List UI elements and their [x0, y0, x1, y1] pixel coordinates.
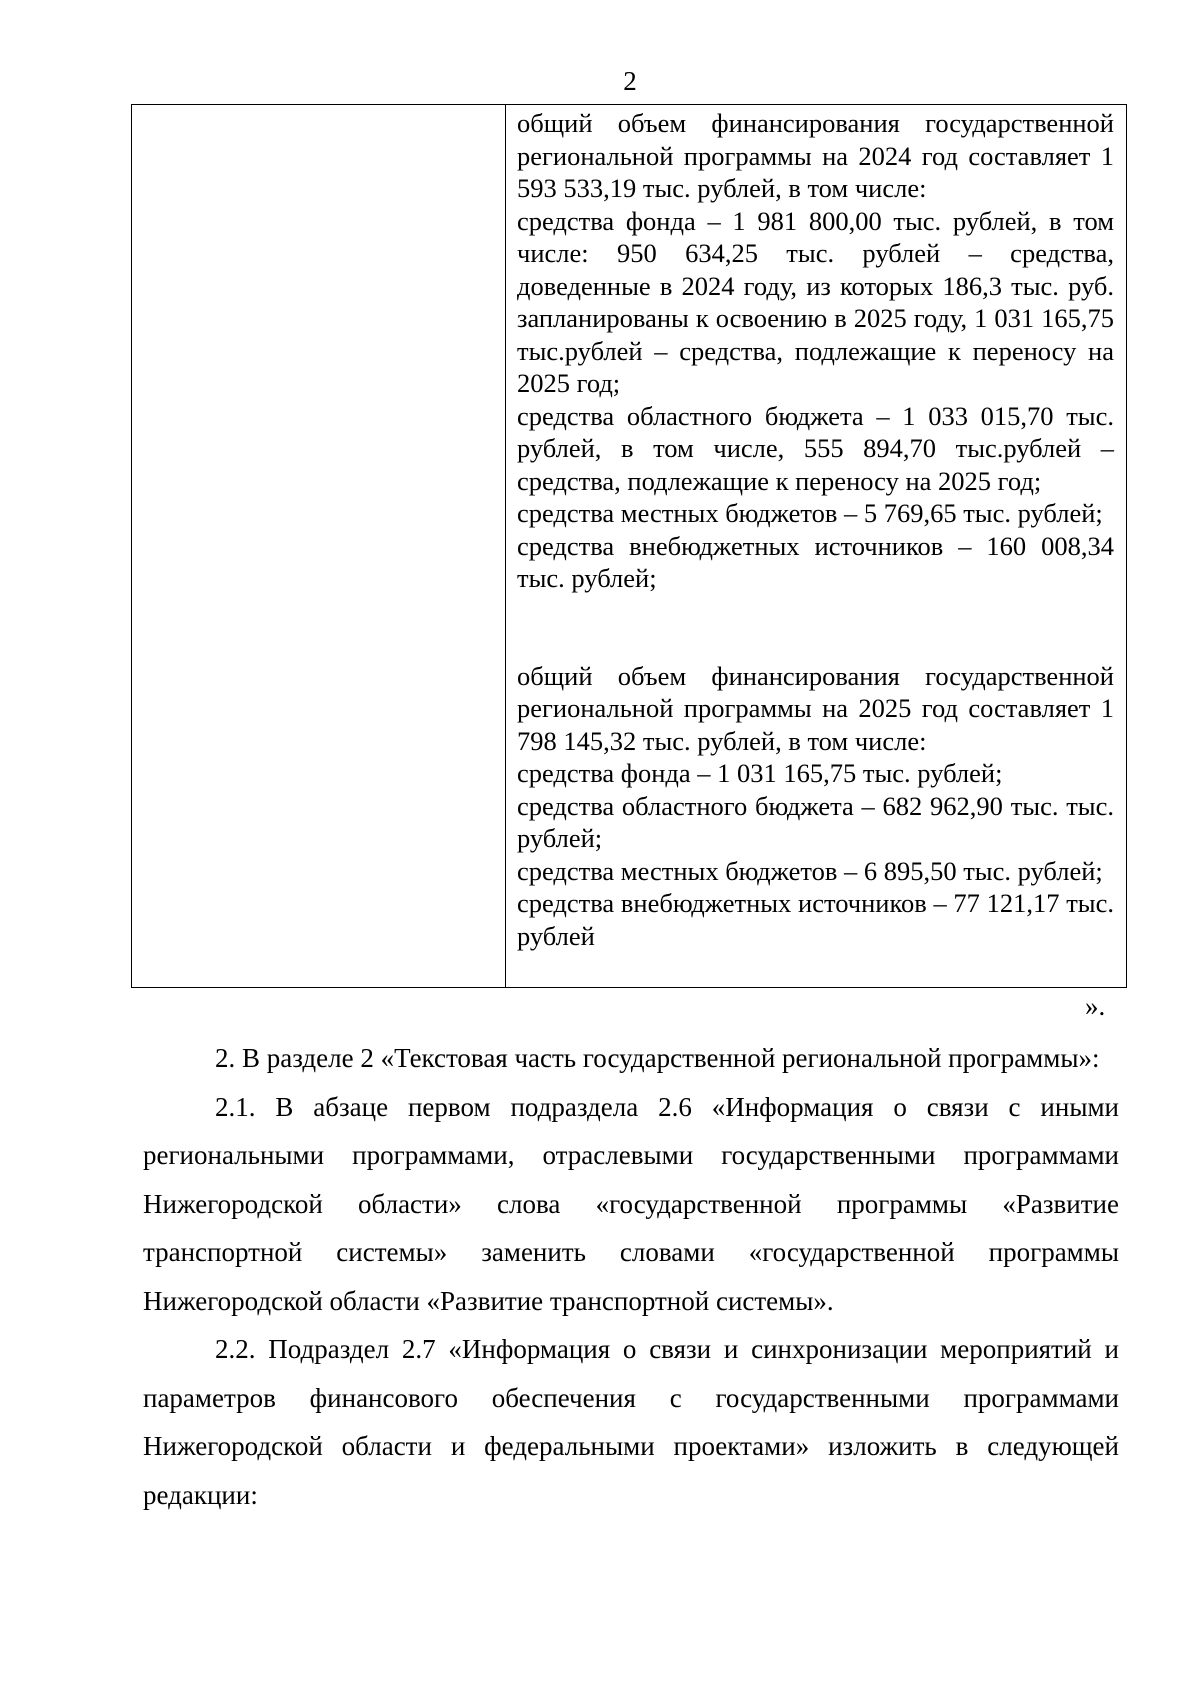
funding-2025-extrabudgetary: средства внебюджетных источников – 77 121,17 тыс. рублей: [517, 888, 1114, 951]
funding-2024-regional-budget: средства областного бюджета – 1 033 015,70 тыс. рублей, в том числе, 555 894,70 тыс.рублей – средства, подлежащие к переносу на 2025 год;: [517, 400, 1114, 496]
funding-table: [131, 104, 1127, 988]
funding-2025-local-budgets: средства местных бюджетов – 6 895,50 тыс. рублей;: [517, 855, 1103, 886]
funding-2024-total: общий объем финансирования государственной региональной программы на 2024 год составляет 1 593 533,19 тыс. рублей, в том числе:: [517, 108, 1114, 203]
paragraph-2-1: 2.1. В абзаце первом подраздела 2.6 «Информация о связи с иными региональными программами, отраслевыми государственными программами Нижегородской области» слова «государственной программы «Развитие транспортной системы» заменить словами «государственной программы Нижегородской области «Развитие транспортной системы».: [143, 1091, 1119, 1316]
funding-2025-fund: средства фонда – 1 031 165,75 тыс. рублей;: [517, 758, 1003, 788]
funding-2024-local-budgets: средства местных бюджетов – 5 769,65 тыс. рублей;: [517, 498, 1103, 528]
document-body: [143, 1034, 1119, 1519]
paragraph-2: 2. В разделе 2 «Текстовая часть государственной региональной программы»:: [215, 1043, 1100, 1073]
page-number: 2: [623, 66, 637, 96]
table-right-cell: [506, 105, 1126, 987]
block-spacer: [517, 595, 1114, 660]
closing-quote: ».: [1085, 991, 1106, 1021]
funding-2024-fund: средства фонда – 1 981 800,00 тыс. рублей, в том числе: 950 634,25 тыс. рублей – средства, доведенные в 2024 году, из которых 186,3 тыс. руб. запланированы к освоению в 2025 году, 1 031 165,75 тыс.рублей – средства, подлежащие к переносу на 2025 год;: [517, 205, 1114, 398]
funding-2024-extrabudgetary: средства внебюджетных источников – 160 008,34 тыс. рублей;: [517, 530, 1114, 593]
paragraph-2-2: 2.2. Подраздел 2.7 «Информация о связи и синхронизации мероприятий и параметров финансового обеспечения с государственными программами Нижегородской области и федеральными проектами» изложить в следующей редакции:: [143, 1334, 1119, 1510]
funding-2025-regional-budget: средства областного бюджета – 682 962,90 тыс. тыс. рублей;: [517, 790, 1114, 853]
table-left-cell: [132, 105, 506, 987]
funding-2025-total: общий объем финансирования государственной региональной программы на 2025 год составляет 1 798 145,32 тыс. рублей, в том числе:: [517, 660, 1114, 756]
